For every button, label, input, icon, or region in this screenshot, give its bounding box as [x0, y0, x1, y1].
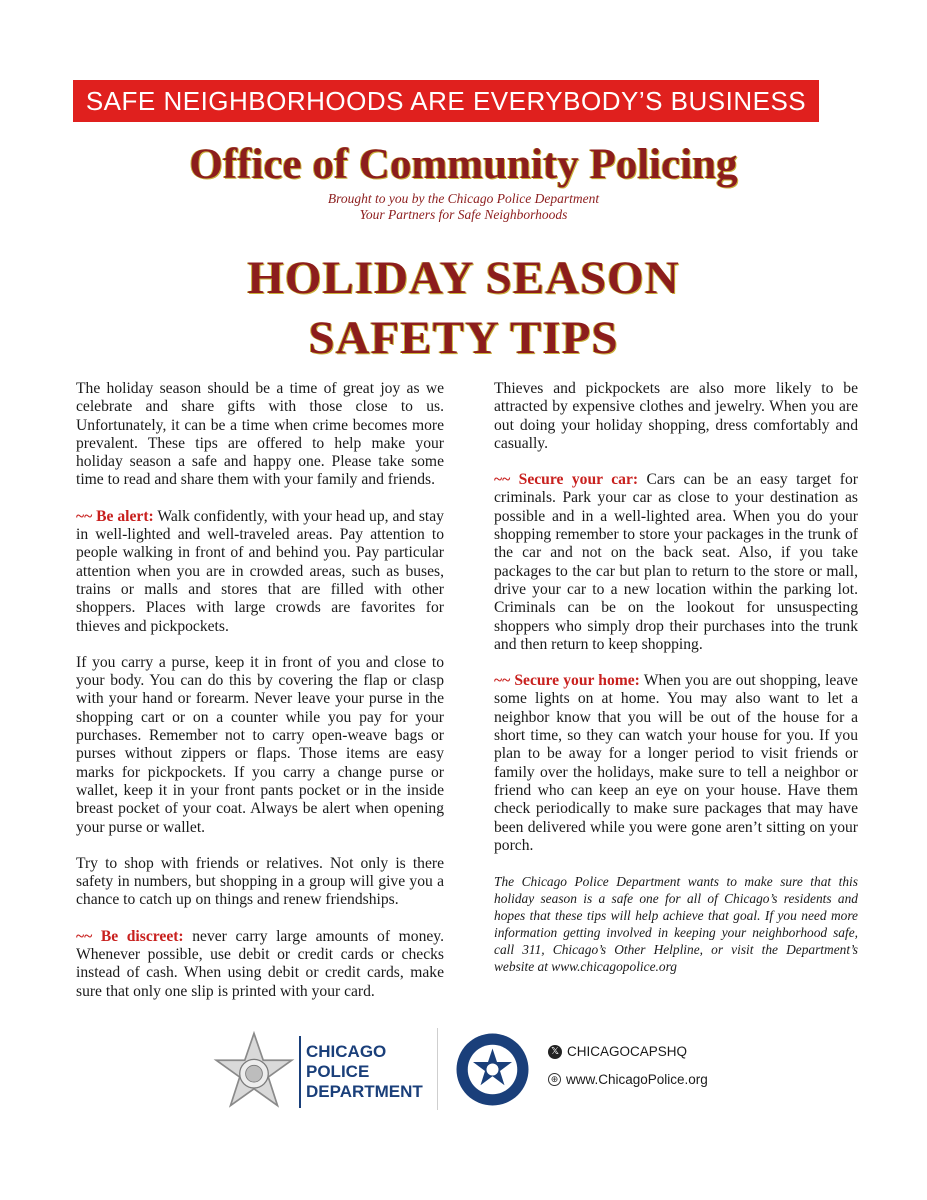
subtitle — [0, 191, 927, 223]
police-star-badge-icon — [212, 1030, 296, 1114]
purse-paragraph: If you carry a purse, keep it in front of you and close to your body. You can do this by covering the flap or clasp with your hand or forearm. Never leave your purse in the shopping cart or on a counter while you pay for your purchases. Remember not to carry open-weave bags or purses without zippers or flaps. Those items are easy marks for pickpockets. If you carry a change purse or wallet, keep it in your front pants pocket or in the inside breast pocket of your coat. Always be alert when opening your purse or wallet. — [76, 653, 444, 836]
be-alert-paragraph — [76, 508, 444, 636]
closing-note: The Chicago Police Department wants to make sure that this holiday season is a safe one for all of Chicago’s residents and hopes that these tips will help achieve that goal. If you need more information getting involved in keeping your neighborhood safe, call 311, Chicago’s Other Helpline, or visit the Department’s website at www.chicagopolice.org — [494, 874, 858, 975]
tilde-bullet: ~~ — [76, 507, 93, 525]
left-column — [76, 380, 444, 1019]
secure-home-text: When you are out shopping, leave some lights on at home. You may also want to let a neighbor know that you will be out of the house for a short time, so they can watch your house for you. If you plan to be away for a longer period to visit friends or family over the holidays, make sure to tell a neighbor or friend who can keep an eye on your house. Have them check periodically to make sure packages that may have been delivered while you were gone aren’t sitting on your porch. — [494, 672, 858, 854]
thieves-paragraph: Thieves and pickpockets are also more likely to be attracted by expensive clothes and jewelry. When you are out doing your holiday shopping, dress comfortably and casually. — [494, 380, 858, 452]
secure-home-heading: Secure your home: — [514, 672, 640, 690]
tilde-bullet: ~~ — [494, 471, 511, 489]
be-discreet-text: never carry large amounts of money. Whenever possible, use debit or credit cards or checks instead of cash. When using debit or credit cards, make sure that only one slip is printed with your card. — [76, 927, 444, 1000]
x-logo-icon: 𝕏 — [548, 1045, 562, 1059]
cpd-divider — [299, 1036, 301, 1108]
cpd-line-2: POLICE — [306, 1062, 370, 1081]
subtitle-line-1: Brought to you by the Chicago Police Department — [327, 191, 600, 206]
secure-car-text: Cars can be an easy target for criminals. Park your car as close to your destination as possible and in a well-lighted area. When you do your shopping remember to store your packages in the trunk of the car and not on the back seat. Also, if you take packages to the car but plan to return to the store or mall, drive your car to a new location within the parking lot. Criminals can be on the lookout for unsuspecting shoppers who simply drop their purchases into the trunk and then return to keep shopping. — [494, 471, 858, 653]
secure-home-paragraph — [494, 672, 858, 855]
footer — [0, 1028, 927, 1118]
website-link[interactable] — [548, 1072, 708, 1087]
social-handle-text: CHICAGOCAPSHQ — [567, 1044, 688, 1059]
website-text: www.ChicagoPolice.org — [566, 1072, 708, 1087]
subtitle-line-2: Your Partners for Safe Neighborhoods — [359, 207, 568, 222]
community-policing-seal-icon — [455, 1032, 530, 1107]
secure-car-paragraph — [494, 471, 858, 654]
tilde-bullet: ~~ — [76, 927, 93, 945]
be-discreet-heading: Be discreet: — [100, 927, 184, 945]
secure-car-heading: Secure your car: — [518, 471, 639, 489]
footer-separator — [437, 1028, 438, 1110]
right-column — [494, 380, 858, 993]
headline-line-2: SAFETY TIPS — [308, 312, 619, 364]
friends-paragraph: Try to shop with friends or relatives. Not only is there safety in numbers, but shopping in a group will give you a chance to catch up on things and renew friendships. — [76, 854, 444, 909]
headline-line-1: HOLIDAY SEASON — [247, 252, 680, 304]
intro-paragraph: The holiday season should be a time of great joy as we celebrate and share gifts with those close to us. Unfortunately, it can be a time when crime becomes more prevalent. These tips are offered to help make your holiday season a safe and happy one. Please take some time to read and share them with your family and friends. — [76, 380, 444, 489]
tilde-bullet: ~~ — [494, 672, 511, 690]
page-title — [0, 248, 927, 368]
globe-icon: ⊕ — [548, 1073, 561, 1086]
social-handle[interactable] — [548, 1044, 687, 1059]
cpd-wordmark — [306, 1042, 423, 1102]
office-title: Office of Community Policing — [189, 141, 738, 188]
be-discreet-paragraph — [76, 928, 444, 1001]
banner: SAFE NEIGHBORHOODS ARE EVERYBODY’S BUSINESS — [73, 80, 819, 122]
cpd-line-3: DEPARTMENT — [306, 1082, 423, 1101]
be-alert-text: Walk confidently, with your head up, and stay in well-lighted and well-traveled areas. Pay attention to people walking in front of and behind you. Pay particular attention when you are in crowded areas, such as buses, trains or malls and stores that are filled with other shoppers. Places with large crowds are favorites for thieves and pickpockets. — [76, 507, 444, 635]
cpd-line-1: CHICAGO — [306, 1042, 387, 1061]
be-alert-heading: Be alert: — [96, 507, 154, 525]
